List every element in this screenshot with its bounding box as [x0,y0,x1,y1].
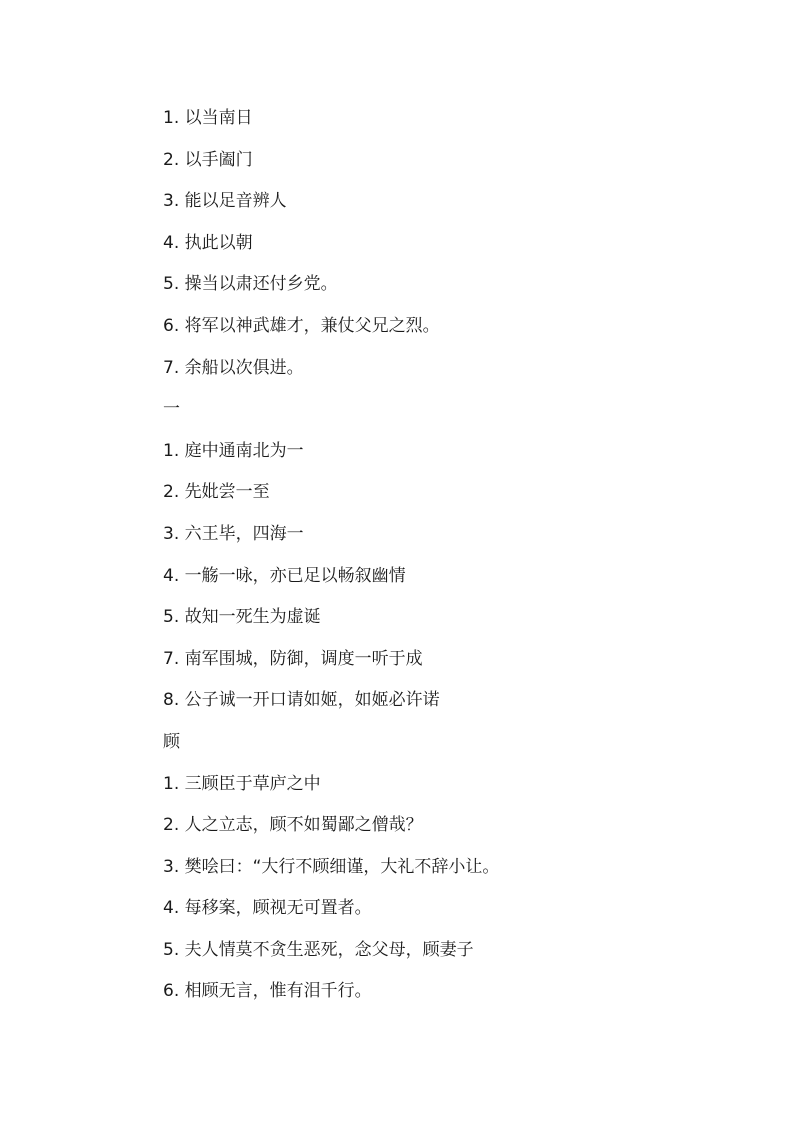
text-line: 5. 故知一死生为虚诞 [163,607,321,628]
text-line: 3. 能以足音辨人 [163,191,287,212]
text-line: 7. 余船以次俱进。 [163,357,304,378]
section-heading: 一 [163,399,180,420]
text-line: 4. 每移案，顾视无可置者。 [163,898,372,919]
text-line: 2. 人之立志，顾不如蜀鄙之僧哉？ [163,815,423,836]
text-line: 6. 将军以神武雄才，兼仗父兄之烈。 [163,315,440,336]
text-line: 8. 公子诚一开口请如姬，如姬必许诺 [163,690,440,711]
text-line: 4. 执此以朝 [163,232,253,253]
text-line: 2. 以手阖门 [163,149,253,170]
text-line: 6. 相顾无言，惟有泪千行。 [163,981,372,1002]
document-page [163,104,723,1019]
text-line: 2. 先妣尝一至 [163,482,270,503]
text-line: 1. 以当南日 [163,108,253,128]
text-line: 3. 六王毕，四海一 [163,523,304,544]
section-heading: 顾 [163,731,180,752]
text-line: 5. 夫人情莫不贪生恶死，念父母，顾妻子 [163,939,474,960]
text-line: 1. 庭中通南北为一 [163,440,304,461]
text-line: 4. 一觞一咏，亦已足以畅叙幽情 [163,565,406,586]
text-line: 7. 南军围城，防御，调度一听于成 [163,648,423,669]
text-line: 5. 操当以肃还付乡党。 [163,274,338,295]
text-line: 1. 三顾臣于草庐之中 [163,773,321,794]
text-line: 3. 樊哙曰：“大行不顾细谨，大礼不辞小让。 [163,856,500,877]
